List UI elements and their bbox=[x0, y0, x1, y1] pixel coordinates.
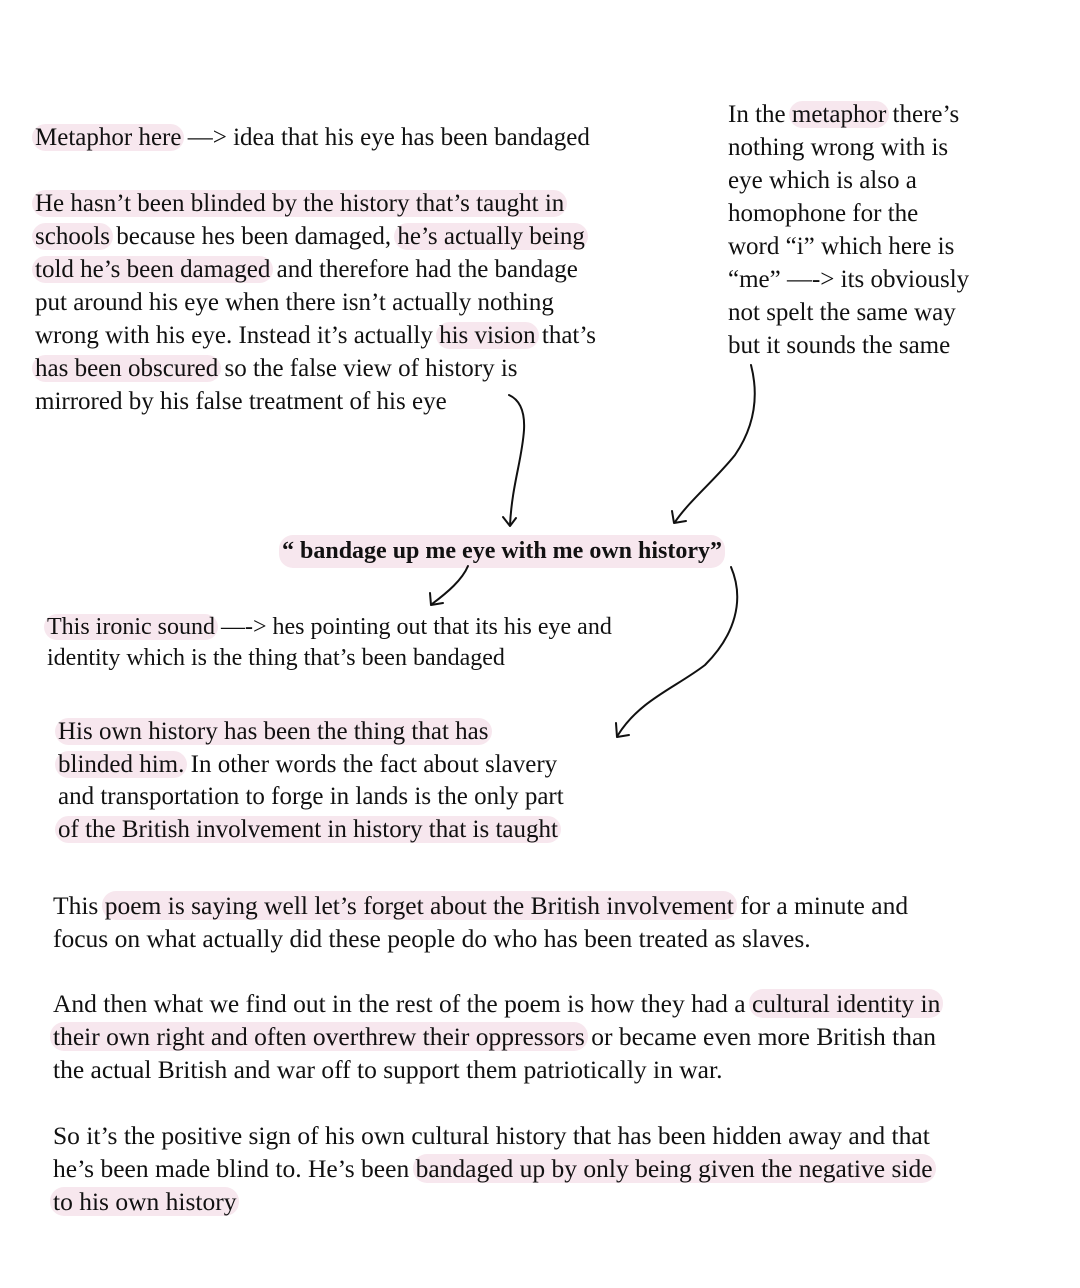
arrow-to-ironic-note bbox=[432, 566, 468, 604]
arrow-from-blinded-note bbox=[509, 395, 524, 525]
note-own-history: His own history has been the thing that has blinded him. In other words the fact about slavery and transportation to forge in lands is the only part of the British involvement in history that is taught bbox=[58, 716, 564, 846]
arrow-from-homophone-note bbox=[675, 365, 755, 522]
note-metaphor: Metaphor here —> idea that his eye has been bandaged bbox=[35, 121, 590, 154]
highlight: has been obscured bbox=[32, 355, 221, 382]
paragraph-positive-sign: So it’s the positive sign of his own cultural history that has been hidden away and that he’s been made blind to. He’s been bandaged up by only being given the negative side to his own history bbox=[53, 1119, 933, 1218]
poem-quote: “ bandage up me eye with me own history” bbox=[282, 535, 722, 568]
highlight: blinded him. bbox=[55, 751, 187, 778]
paragraph-poem: This poem is saying well let’s forget about the British involvement for a minute and focus on what actually did these people do who has been treated as slaves. bbox=[53, 891, 909, 953]
note-ironic: This ironic sound —-> hes pointing out that its his eye and identity which is the thing that’s been bandaged bbox=[47, 612, 612, 674]
highlight: He hasn’t been blinded by the history that’s taught in bbox=[32, 190, 567, 217]
highlight: cultural identity in bbox=[749, 989, 943, 1018]
highlight: schools bbox=[32, 223, 113, 250]
note-blinded: He hasn’t been blinded by the history that’s taught in schools because hes been damaged, he’s actually being told he’s been damaged and therefore had the bandage put around his eye when there isn’t actually nothing wrong with his eye. Instead it’s actually his vision that’s has been obscured so the false view of history is mirrored by his false treatment of his eye bbox=[35, 187, 596, 418]
highlight: This ironic sound bbox=[44, 614, 218, 640]
note-homophone: In the metaphor there’s nothing wrong with is eye which is also a homophone for the word “i” which here is “me” —-> its obviously not spelt the same way but it sounds the same bbox=[728, 101, 970, 359]
arrow-to-own-history-note bbox=[618, 567, 737, 735]
highlight: Metaphor here bbox=[32, 124, 184, 151]
highlight: His own history has been the thing that has bbox=[55, 718, 492, 745]
paragraph-rest-of-poem: And then what we find out in the rest of the poem is how they had a cultural identity in their own right and often overthrew their oppressors or became even more British than the actual British and war off to support them patriotically in war. bbox=[53, 987, 940, 1086]
highlight: of the British involvement in history that is taught bbox=[55, 816, 561, 843]
highlight: to his own history bbox=[50, 1187, 239, 1216]
highlight: his vision bbox=[436, 322, 539, 349]
highlight: told he’s been damaged bbox=[32, 256, 273, 283]
highlight: metaphor bbox=[789, 101, 889, 128]
highlight: poem is saying well let’s forget about the British involvement bbox=[102, 891, 737, 920]
highlight: their own right and often overthrew their oppressors bbox=[50, 1022, 588, 1051]
highlight: bandaged up by only being given the negative side bbox=[413, 1154, 936, 1183]
highlight: he’s actually being bbox=[394, 223, 587, 250]
